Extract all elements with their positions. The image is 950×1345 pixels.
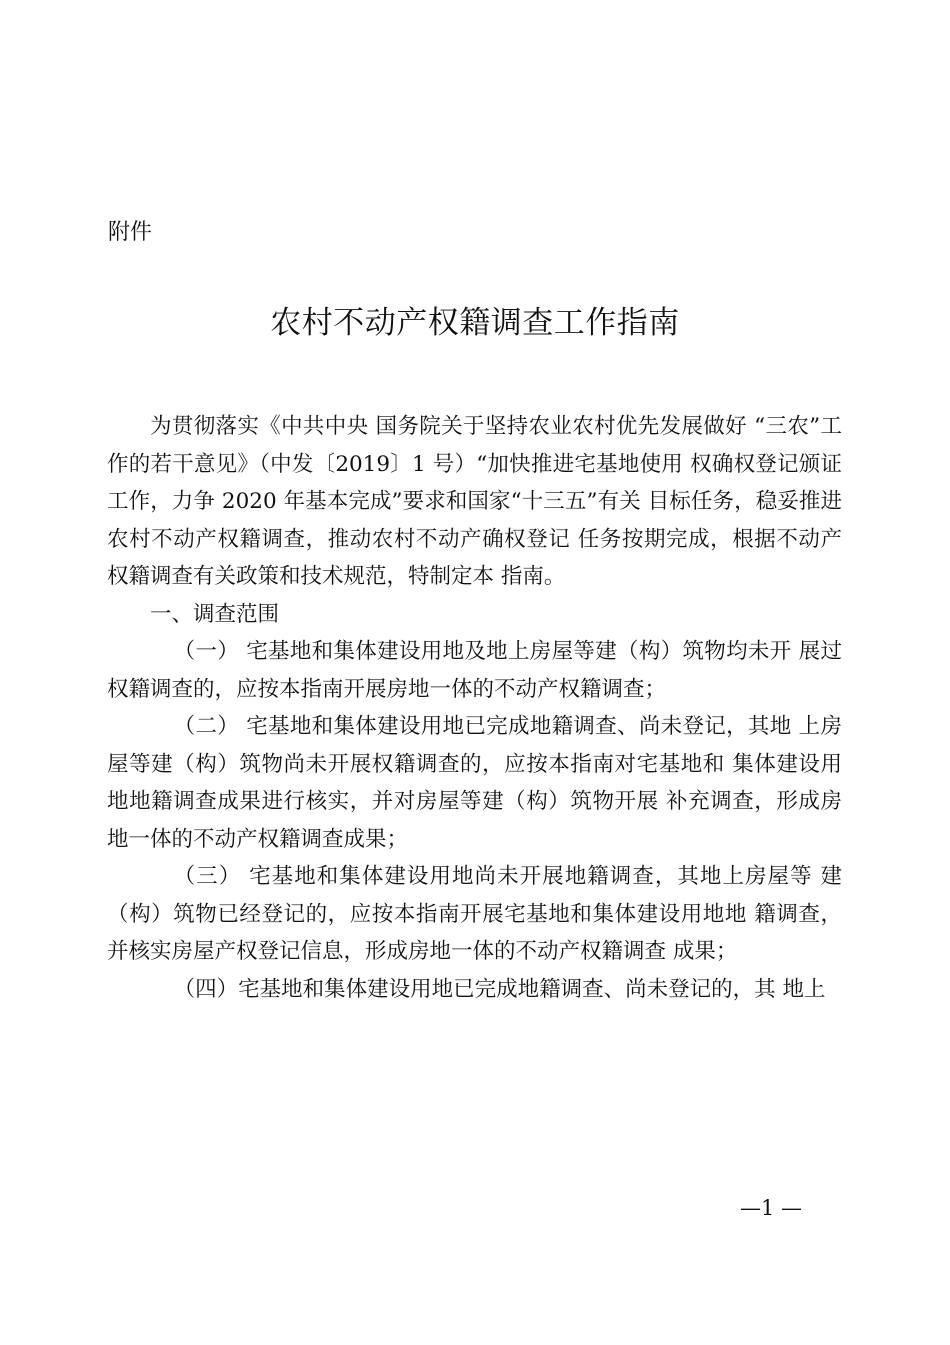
list-item-2: （二） 宅基地和集体建设用地已完成地籍调查、尚未登记，其地 上房屋等建（构）筑物尚未开展权籍调查的，应按本指南对宅基地和 集体建设用地地籍调查成果进行核实，并对房屋等建（构）筑物开展 补充调查，形成房地一体的不动产权籍调查成果； (107, 714, 842, 852)
intro-paragraph: 为贯彻落实《中共中央 国务院关于坚持农业农村优先发展做好 “三农”工作的若干意见》（中发〔2019〕1 号）“加快推进宅基地使用 权确权登记颁证工作，力争 2020 年基本完成”要求和国家“十三五”有关 目标任务，稳妥推进农村不动产权籍调查，推动农村不动产确权登记 任务按期完成，根据不动产权籍调查有关政策和技术规范，特制定本 指南。 (107, 414, 842, 589)
document-body (107, 408, 842, 1008)
page-number: —1 — (740, 1196, 803, 1220)
list-item-3: （三） 宅基地和集体建设用地尚未开展地籍调查，其地上房屋等 建（构）筑物已经登记的，应按本指南开展宅基地和集体建设用地地 籍调查，并核实房屋产权登记信息，形成房地一体的不动产权籍调查 成果； (107, 864, 842, 964)
list-item-1: （一） 宅基地和集体建设用地及地上房屋等建（构）筑物均未开 展过权籍调查的，应按本指南开展房地一体的不动产权籍调查； (107, 639, 842, 702)
attachment-label: 附件 (108, 220, 153, 245)
list-item-4: （四）宅基地和集体建设用地已完成地籍调查、尚未登记的，其 地上 (173, 976, 826, 1002)
document-title: 农村不动产权籍调查工作指南 (270, 305, 680, 341)
section-heading: 一、调查范围 (150, 601, 280, 627)
